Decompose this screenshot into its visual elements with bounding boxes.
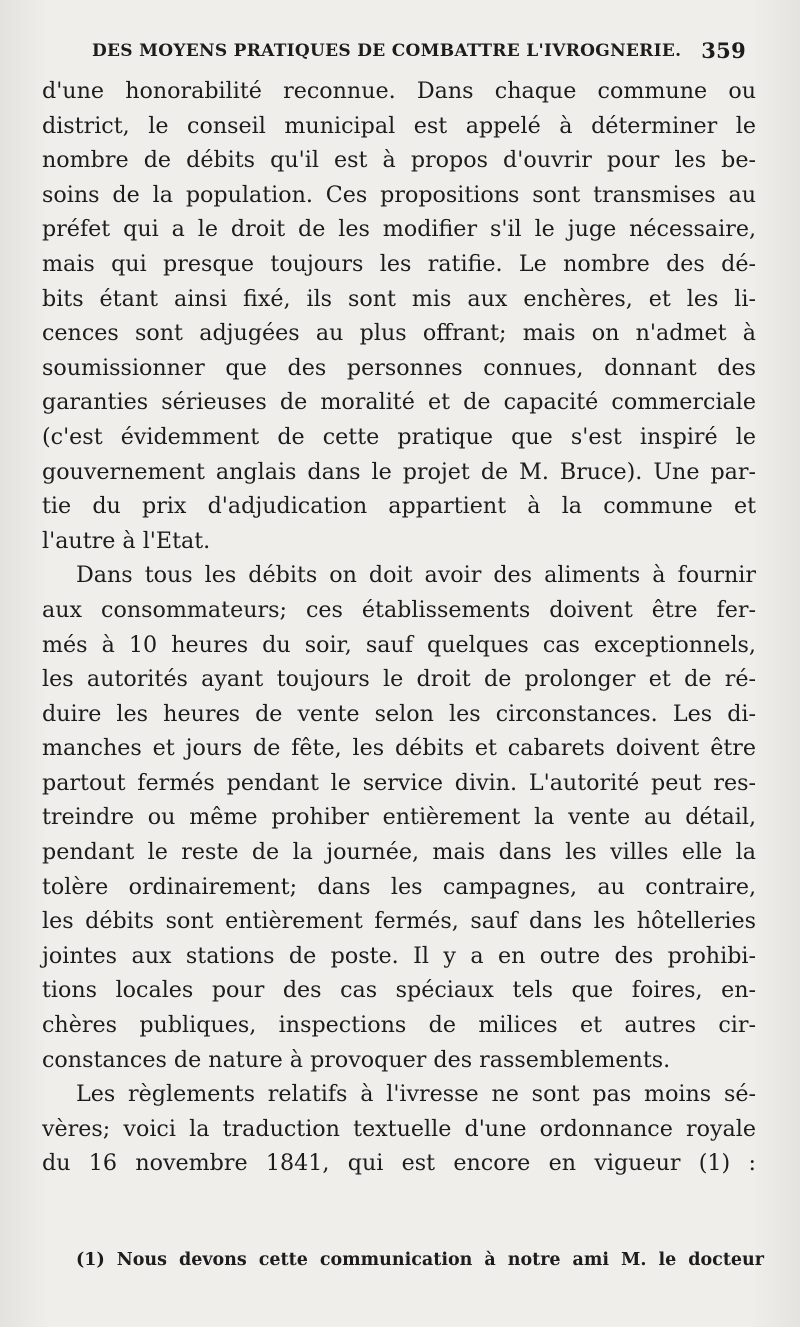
text-line: Les règlements relatifs à l'ivresse ne sont pas moins sé- [76, 1081, 756, 1108]
text-line: les autorités ayant toujours le droit de prolonger et de ré- [42, 666, 756, 693]
text-line: soumissionner que des personnes connues, donnant des [42, 354, 756, 381]
text-line: tie du prix d'adjudication appartient à la commune et [42, 493, 756, 520]
paragraph-1 [42, 74, 756, 558]
body-text [42, 74, 756, 1181]
text-line: préfet qui a le droit de les modifier s'il le juge nécessaire, [42, 216, 756, 243]
running-title: DES MOYENS PRATIQUES DE COMBATTRE L'IVROGNERIE. [92, 41, 682, 61]
text-line: mais qui presque toujours les ratifie. Le nombre des dé- [42, 250, 756, 277]
text-line: partout fermés pendant le service divin. L'autorité peut res- [42, 769, 756, 796]
paragraph-2 [42, 558, 756, 1077]
text-line: gouvernement anglais dans le projet de M. Bruce). Une par- [42, 458, 756, 485]
page-number: 359 [701, 38, 746, 63]
text-line: més à 10 heures du soir, sauf quelques cas exceptionnels, [42, 631, 756, 658]
paragraph-3 [42, 1077, 756, 1181]
text-line: (c'est évidemment de cette pratique que s'est inspiré le [42, 423, 756, 450]
text-line: d'une honorabilité reconnue. Dans chaque commune ou [42, 78, 756, 104]
text-line: district, le conseil municipal est appelé à déterminer le [42, 112, 756, 139]
text-line: vères; voici la traduction textuelle d'une ordonnance royale [42, 1115, 756, 1142]
text-line: du 16 novembre 1841, qui est encore en vigueur (1) : [42, 1150, 756, 1177]
text-line: chères publiques, inspections de milices et autres cir- [42, 1012, 756, 1039]
text-line: treindre ou même prohiber entièrement la vente au détail, [42, 804, 756, 831]
text-line: soins de la population. Ces propositions sont transmises au [42, 181, 756, 208]
text-line: tolère ordinairement; dans les campagnes, au contraire, [42, 873, 756, 900]
text-line: bits étant ainsi fixé, ils sont mis aux enchères, et les li- [42, 285, 756, 312]
text-line: l'autre à l'Etat. [42, 527, 211, 554]
text-line: pendant le reste de la journée, mais dans les villes elle la [42, 839, 756, 866]
footnote: (1) Nous devons cette communication à notre ami M. le docteur [76, 1250, 764, 1270]
text-line: jointes aux stations de poste. Il y a en outre des prohibi- [42, 942, 756, 969]
text-line: duire les heures de vente selon les circonstances. Les di- [42, 700, 756, 727]
text-line: les débits sont entièrement fermés, sauf dans les hôtelleries [42, 908, 756, 935]
text-line: nombre de débits qu'il est à propos d'ouvrir pour les be- [42, 147, 756, 174]
text-line: manches et jours de fête, les débits et cabarets doivent être [42, 735, 756, 762]
running-head [92, 38, 752, 68]
text-line: Dans tous les débits on doit avoir des aliments à fournir [76, 562, 756, 589]
text-line: cences sont adjugées au plus offrant; mais on n'admet à [42, 320, 756, 347]
text-line: constances de nature à provoquer des rassemblements. [42, 1046, 671, 1073]
text-line: tions locales pour des cas spéciaux tels que foires, en- [42, 977, 756, 1004]
text-line: garanties sérieuses de moralité et de capacité commerciale [42, 389, 756, 416]
text-line: aux consommateurs; ces établissements doivent être fer- [42, 596, 756, 623]
